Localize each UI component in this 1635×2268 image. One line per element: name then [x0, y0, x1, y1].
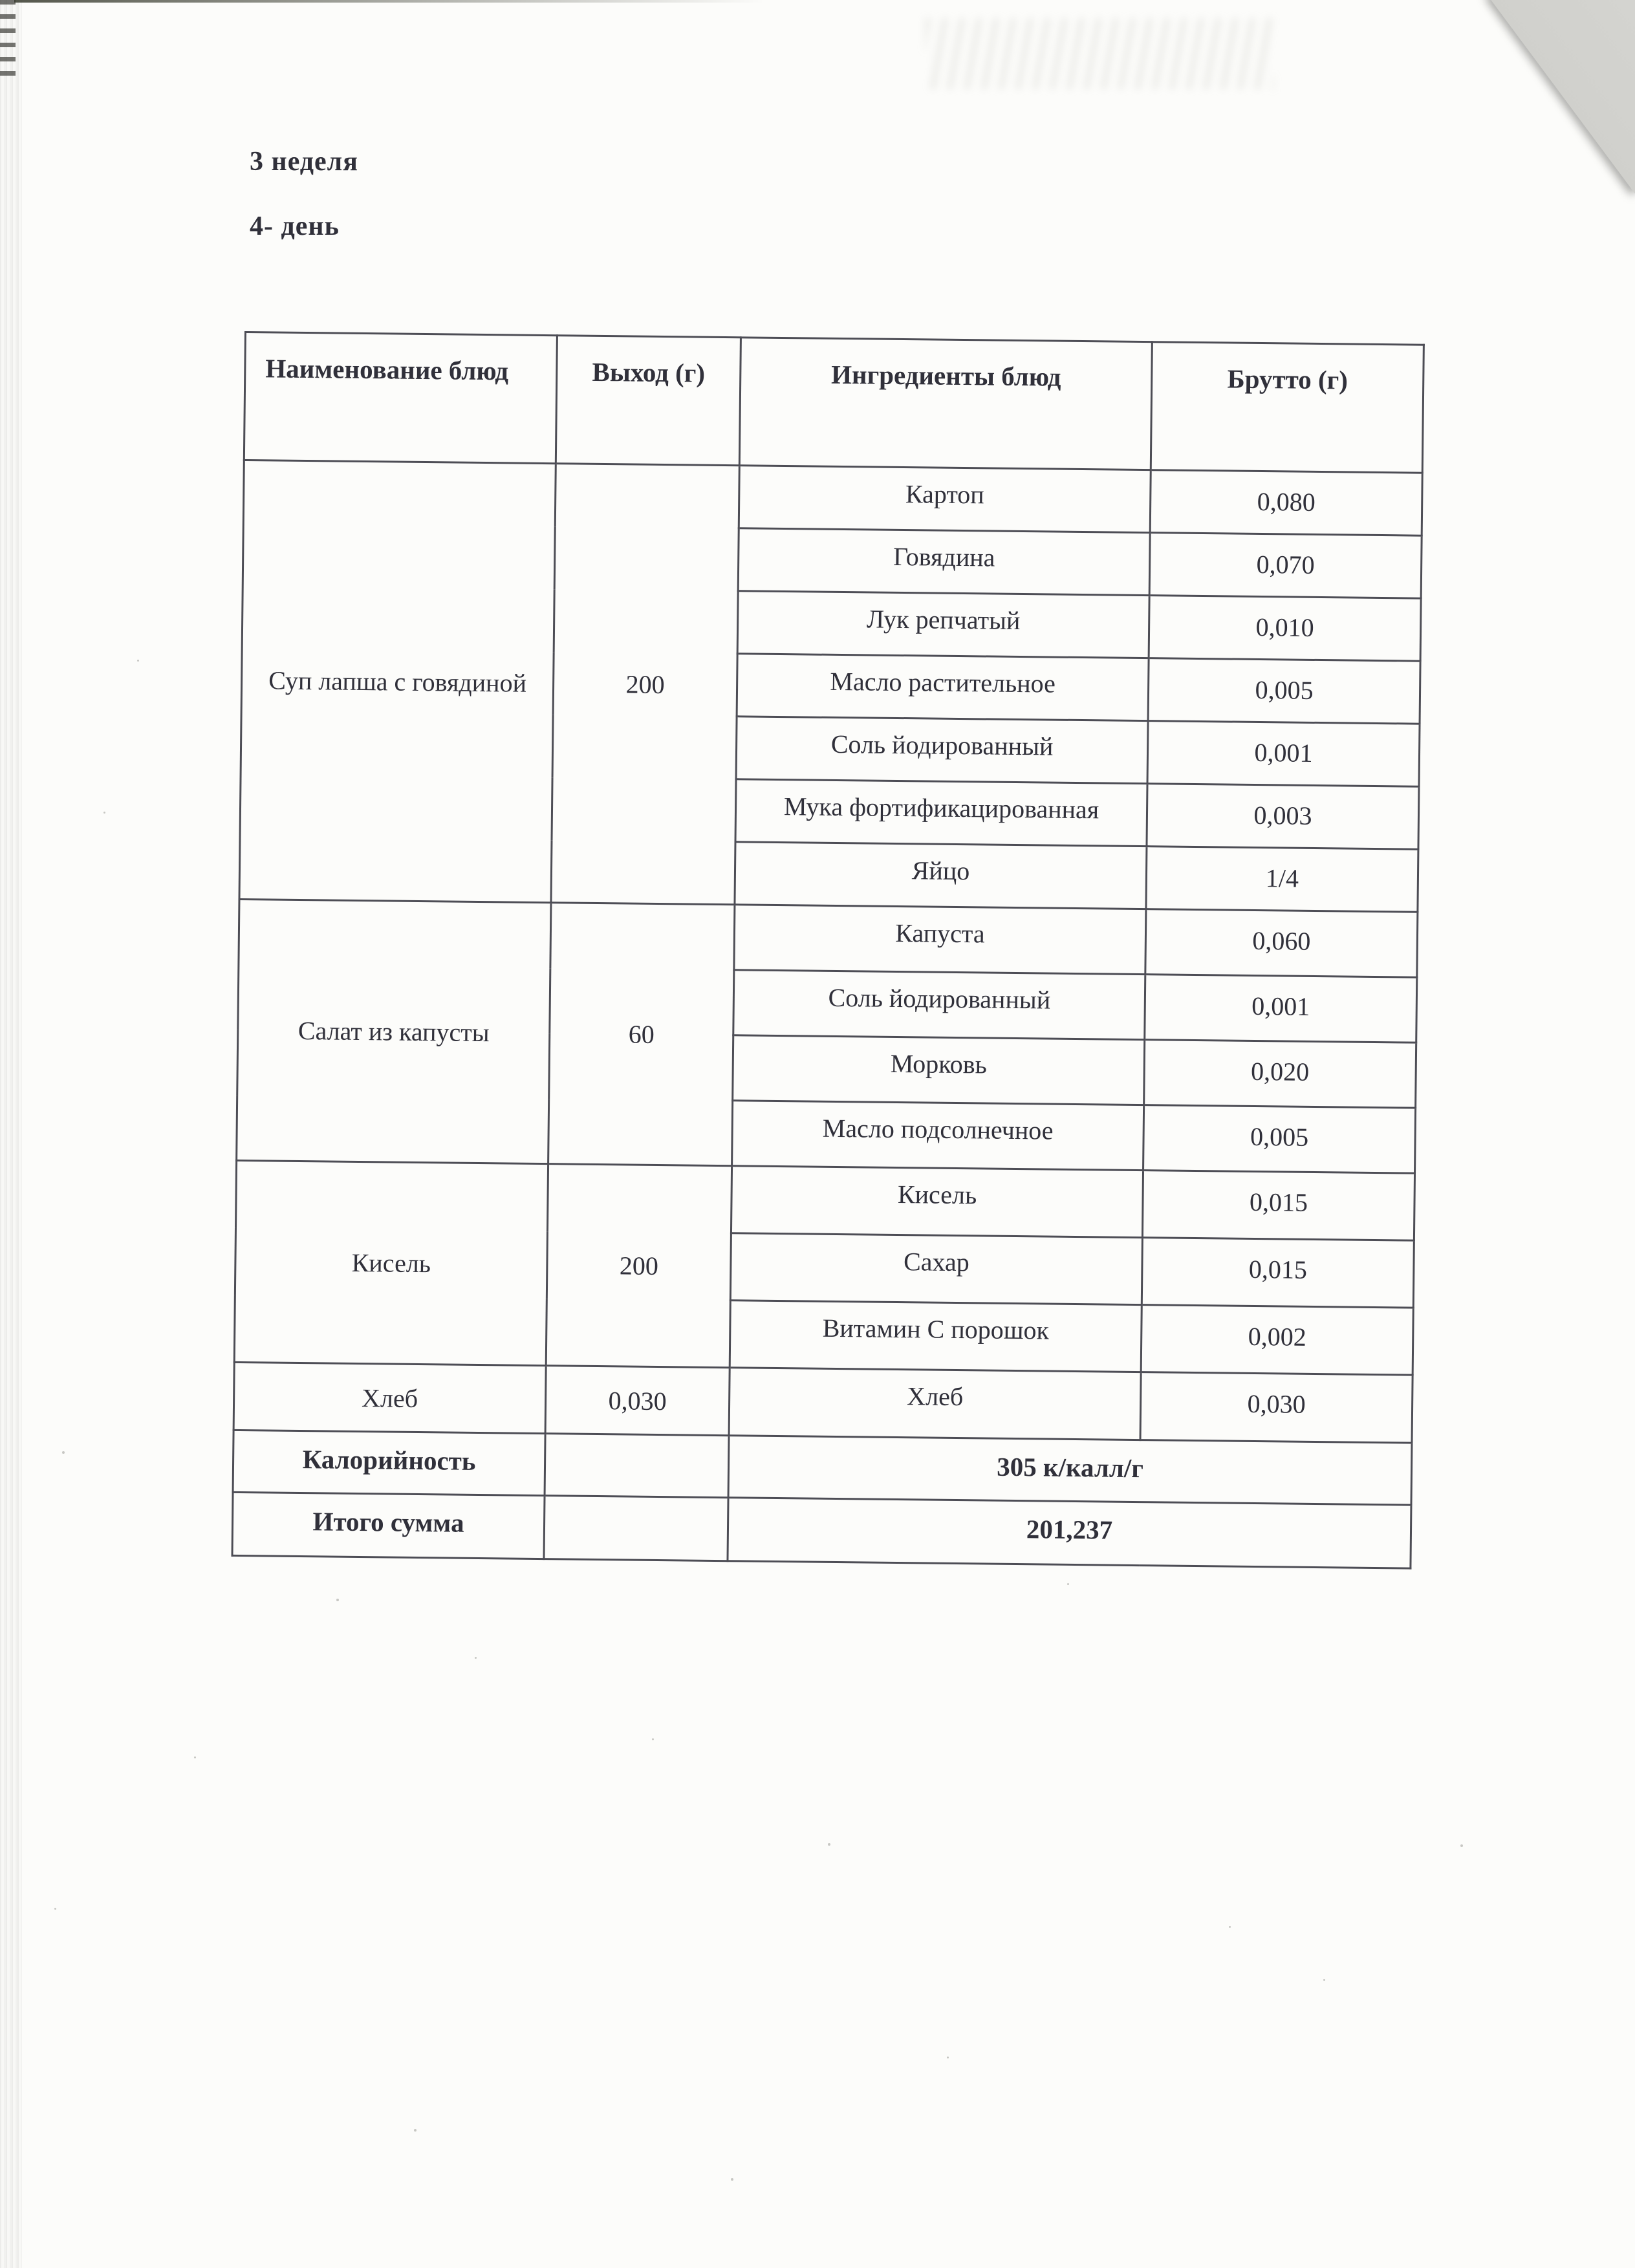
ingredient-name-cell: Витамин С порошок: [730, 1301, 1142, 1372]
gross-value-cell: 0,015: [1142, 1238, 1414, 1308]
top-edge-shadow: [14, 0, 764, 3]
top-left-scan-marks: [0, 0, 16, 78]
noise-dot: [62, 1451, 65, 1454]
gross-value-cell: 0,030: [1140, 1372, 1413, 1443]
menu-table-body: [232, 460, 1422, 1569]
ingredient-name-cell: Масло подсолнечное: [732, 1101, 1144, 1171]
noise-dot: [731, 2178, 733, 2181]
summary-row: [232, 1492, 1411, 1568]
gross-value-cell: 0,080: [1150, 470, 1422, 536]
dish-name-cell: Салат из капусты: [237, 899, 551, 1163]
gross-value-cell: 0,005: [1148, 658, 1420, 724]
noise-dot: [1323, 1979, 1325, 1981]
ingredient-name-cell: Соль йодированный: [736, 717, 1148, 784]
noise-dot: [137, 660, 139, 662]
gross-value-cell: 0,070: [1149, 533, 1422, 599]
ingredient-name-cell: Мука фортификацированная: [735, 779, 1147, 847]
gross-value-cell: 0,005: [1143, 1105, 1416, 1174]
noise-dot: [194, 1756, 196, 1758]
page-stack-edge: [0, 0, 22, 2268]
ingredient-name-cell: Масло растительное: [737, 654, 1149, 721]
summary-empty-cell: [545, 1434, 729, 1498]
ingredient-name-cell: Капуста: [734, 905, 1146, 975]
summary-label-cell: Итого сумма: [232, 1492, 545, 1559]
summary-value-cell: 201,237: [728, 1498, 1411, 1568]
noise-dot: [1067, 1583, 1069, 1585]
noise-dot: [414, 2129, 417, 2132]
ingredient-name-cell: Говядина: [738, 528, 1150, 596]
noise-dot: [1229, 1926, 1231, 1928]
gross-value-cell: 0,001: [1147, 721, 1420, 787]
noise-dot: [828, 1843, 830, 1846]
ingredient-name-cell: Лук репчатый: [737, 591, 1149, 658]
header-gross: Брутто (г): [1151, 342, 1424, 473]
noise-dot: [652, 1738, 654, 1740]
dish-output-cell: 60: [548, 903, 735, 1166]
header-row: [244, 332, 1424, 473]
header-ingredients: Ингредиенты блюд: [739, 338, 1152, 470]
ghost-smudge: [925, 18, 1274, 89]
menu-table: [231, 331, 1424, 1570]
gross-value-cell: 0,001: [1145, 975, 1417, 1043]
gross-value-cell: 0,003: [1147, 784, 1419, 850]
dish-output-cell: 200: [551, 464, 739, 905]
dish-name-cell: Кисель: [234, 1160, 548, 1365]
ingredient-row: [233, 1362, 1413, 1443]
ingredient-name-cell: Картоп: [739, 466, 1151, 533]
dish-name-cell: Хлеб: [233, 1362, 546, 1433]
summary-empty-cell: [544, 1496, 728, 1561]
gross-value-cell: 0,015: [1142, 1171, 1414, 1241]
ingredient-name-cell: Яйцо: [735, 842, 1147, 909]
dish-output-cell: 0,030: [545, 1366, 730, 1436]
summary-value-cell: 305 к/калл/г: [728, 1436, 1412, 1505]
noise-dot: [1460, 1844, 1463, 1847]
ingredient-row: [235, 1160, 1414, 1240]
ingredient-row: [239, 899, 1418, 977]
header-dish-name: Наименование блюд: [244, 332, 557, 464]
scanner-corner-fold: [1485, 0, 1635, 202]
noise-dot: [947, 2057, 949, 2058]
gross-value-cell: 0,002: [1141, 1305, 1413, 1376]
noise-dot: [54, 1908, 56, 1910]
noise-dot: [336, 1599, 339, 1601]
day-heading: 4- день: [250, 211, 340, 241]
ingredient-name-cell: Хлеб: [729, 1368, 1141, 1440]
summary-label-cell: Калорийность: [233, 1430, 545, 1495]
gross-value-cell: 0,060: [1145, 909, 1418, 978]
dish-output-cell: 200: [546, 1164, 731, 1368]
noise-dot: [475, 1657, 477, 1659]
week-heading: 3 неделя: [250, 147, 358, 177]
ingredient-name-cell: Кисель: [731, 1166, 1143, 1238]
gross-value-cell: 0,020: [1144, 1040, 1416, 1108]
ingredient-name-cell: Сахар: [730, 1233, 1142, 1305]
dish-name-cell: Суп лапша с говядиной: [239, 460, 556, 903]
ingredient-name-cell: Соль йодированный: [733, 970, 1145, 1040]
gross-value-cell: 0,010: [1149, 596, 1421, 662]
gross-value-cell: 1/4: [1146, 847, 1418, 913]
header-output: Выход (г): [556, 336, 741, 466]
noise-dot: [103, 812, 105, 814]
ingredient-row: [243, 460, 1422, 536]
ingredient-name-cell: Морковь: [733, 1035, 1145, 1105]
